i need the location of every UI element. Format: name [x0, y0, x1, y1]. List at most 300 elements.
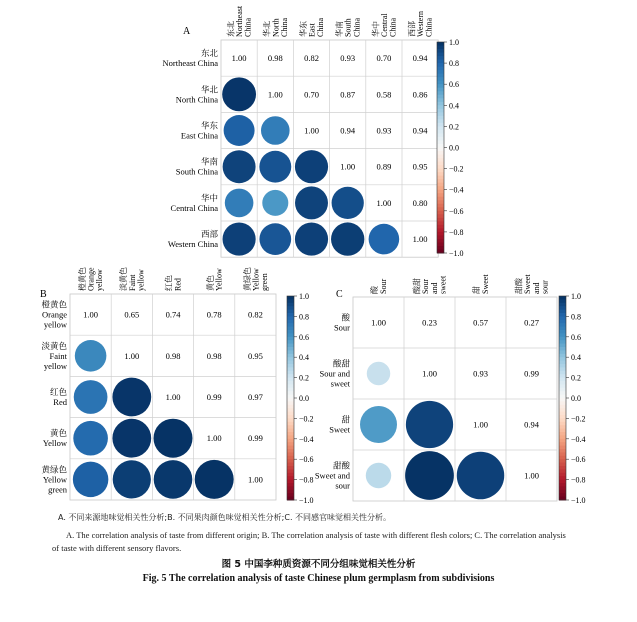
column-label: 甜	[472, 286, 482, 294]
column-label: Yellow	[214, 268, 224, 291]
colorbar-segment	[287, 357, 294, 361]
colorbar-segment	[437, 130, 444, 134]
figure-title-en: Fig. 5 The correlation analysis of taste Chinese plum germplasm from subdivisions	[142, 573, 495, 584]
colorbar-segment	[287, 452, 294, 456]
column-label: 华南	[335, 21, 345, 37]
panel-letter-a: A	[183, 26, 191, 37]
colorbar-segment	[559, 388, 566, 392]
colorbar-segment	[559, 476, 566, 480]
column-label: China	[388, 17, 398, 37]
colorbar-segment	[287, 480, 294, 484]
row-label: 红色	[49, 388, 67, 398]
colorbar-segment	[559, 333, 566, 337]
colorbar-segment	[437, 228, 444, 232]
colorbar-segment	[287, 456, 294, 460]
colorbar-tick-label: −0.2	[571, 414, 586, 424]
colorbar-segment	[437, 165, 444, 169]
colorbar-segment	[559, 439, 566, 443]
colorbar-segment	[437, 126, 444, 130]
colorbar-segment	[559, 381, 566, 385]
colorbar-segment	[559, 340, 566, 344]
colorbar-segment	[287, 405, 294, 409]
colorbar-tick-label: 0.4	[571, 353, 581, 363]
colorbar-segment	[437, 221, 444, 225]
colorbar-segment	[559, 415, 566, 419]
colorbar-segment	[437, 179, 444, 183]
colorbar-segment	[559, 374, 566, 378]
colorbar-segment	[287, 469, 294, 473]
colorbar-segment	[287, 449, 294, 453]
colorbar-segment	[287, 446, 294, 450]
colorbar-tick-label: 0.2	[449, 122, 459, 132]
corr-value-label: 1.00	[247, 474, 263, 485]
corr-value-label: 1.00	[304, 125, 319, 136]
corr-value-label: 0.98	[267, 53, 283, 64]
colorbar-segment	[437, 98, 444, 102]
colorbar-segment	[287, 398, 294, 402]
corr-value-label: 1.00	[206, 433, 222, 444]
corr-circle	[224, 115, 255, 146]
colorbar-segment	[437, 218, 444, 222]
corr-value-label: 0.99	[247, 433, 263, 444]
colorbar-segment	[559, 486, 566, 490]
colorbar-segment	[559, 347, 566, 351]
colorbar-segment	[437, 116, 444, 120]
row-label: Western China	[167, 239, 218, 250]
row-label: 华南	[200, 157, 218, 168]
row-label: sweet	[330, 378, 350, 389]
colorbar-segment	[559, 391, 566, 395]
colorbar-segment	[287, 320, 294, 324]
colorbar-segment	[287, 418, 294, 422]
colorbar-segment	[559, 384, 566, 388]
corr-value-label: 0.58	[376, 89, 392, 100]
colorbar-segment	[287, 425, 294, 429]
corr-circle	[366, 463, 391, 488]
colorbar-segment	[559, 493, 566, 497]
colorbar-segment	[287, 476, 294, 480]
colorbar-segment	[437, 105, 444, 109]
colorbar-segment	[437, 144, 444, 148]
row-label: Northeast China	[162, 58, 218, 69]
colorbar-segment	[437, 42, 444, 46]
colorbar-segment	[437, 246, 444, 250]
colorbar-segment	[559, 350, 566, 354]
colorbar-segment	[559, 452, 566, 456]
colorbar-segment	[287, 337, 294, 341]
colorbar-segment	[287, 439, 294, 443]
corr-value-label: 1.00	[412, 234, 428, 245]
colorbar-segment	[287, 388, 294, 392]
colorbar-tick-label: −1.0	[299, 496, 314, 505]
colorbar-segment	[437, 53, 444, 57]
caption-note-en-2: of taste with different sensory flavors.	[52, 543, 182, 553]
corr-value-label: 0.94	[412, 125, 428, 136]
column-label: China	[243, 17, 253, 37]
colorbar-segment	[559, 435, 566, 439]
colorbar-tick-label: −0.2	[449, 164, 464, 174]
corr-circle	[331, 222, 364, 255]
colorbar-segment	[437, 193, 444, 197]
column-label: and	[531, 282, 541, 294]
colorbar-segment	[559, 463, 566, 467]
colorbar-segment	[559, 429, 566, 433]
corr-circle	[112, 378, 151, 417]
colorbar-segment	[287, 323, 294, 327]
corr-value-label: 0.93	[340, 53, 356, 64]
colorbar-segment	[437, 186, 444, 190]
colorbar-segment	[437, 162, 444, 166]
corr-circle	[113, 460, 151, 498]
colorbar-tick-label: −1.0	[571, 496, 586, 505]
colorbar-segment	[437, 155, 444, 159]
row-label: 东北	[200, 49, 218, 60]
corr-value-label: 1.00	[165, 392, 181, 402]
colorbar-segment	[559, 446, 566, 450]
colorbar-tick-label: −0.6	[299, 455, 314, 465]
row-label: Sour and	[319, 368, 350, 379]
column-label: Sweet	[523, 274, 533, 294]
corr-value-label: 0.70	[376, 53, 392, 64]
colorbar-segment	[437, 102, 444, 106]
corr-value-label: 1.00	[83, 309, 99, 320]
column-label: 黄色	[205, 275, 215, 291]
column-label: 华北	[262, 21, 272, 37]
colorbar-segment	[559, 459, 566, 463]
colorbar-tick-label: −0.2	[299, 414, 314, 424]
row-label: Sour	[333, 322, 350, 333]
colorbar-segment	[559, 354, 566, 358]
corr-value-label: 1.00	[473, 419, 488, 430]
colorbar-segment	[437, 63, 444, 67]
colorbar-segment	[437, 235, 444, 239]
colorbar-segment	[559, 398, 566, 402]
colorbar-segment	[559, 327, 566, 331]
column-label: China	[424, 17, 434, 37]
colorbar-segment	[437, 123, 444, 127]
corr-circle	[73, 421, 108, 456]
caption-note-en-1: A. The correlation analysis of taste from different origin; B. The correlation analysis of taste with different flesh colors; C. The correlation analysis	[66, 530, 566, 540]
column-label: Yellow	[251, 268, 261, 291]
colorbar-segment	[559, 483, 566, 487]
column-label: China	[279, 17, 289, 37]
colorbar-segment	[559, 364, 566, 368]
colorbar-tick-label: −0.8	[571, 475, 586, 485]
colorbar-segment	[287, 442, 294, 446]
colorbar-segment	[559, 313, 566, 317]
colorbar-segment	[287, 330, 294, 334]
column-label: green	[260, 273, 269, 291]
column-label: yellow	[95, 269, 105, 291]
colorbar-tick-label: −1.0	[449, 249, 464, 258]
column-label: South	[343, 18, 353, 37]
colorbar-segment	[437, 214, 444, 218]
column-label: Red	[173, 278, 183, 291]
colorbar-segment	[287, 374, 294, 378]
colorbar-segment	[287, 333, 294, 337]
corr-circle	[259, 151, 291, 183]
column-label: Orange	[86, 267, 96, 291]
colorbar-segment	[287, 344, 294, 348]
corr-circle	[295, 223, 328, 256]
colorbar-segment	[287, 350, 294, 354]
column-label: 甜酸	[514, 278, 524, 294]
panel-letter-c: C	[336, 289, 343, 300]
colorbar-segment	[287, 459, 294, 463]
row-label: 酸	[341, 313, 350, 324]
row-label: East China	[180, 130, 218, 141]
colorbar-segment	[287, 340, 294, 344]
colorbar-tick-label: −0.4	[299, 434, 314, 444]
corr-circle	[112, 419, 151, 458]
colorbar-segment	[287, 381, 294, 385]
colorbar-segment	[437, 183, 444, 187]
colorbar-segment	[437, 232, 444, 236]
row-label: 华东	[200, 121, 218, 132]
colorbar-tick-label: 0.4	[449, 101, 459, 111]
row-label: North China	[175, 94, 218, 105]
colorbar-segment	[559, 337, 566, 341]
colorbar-segment	[287, 493, 294, 497]
corr-value-label: 1.00	[422, 368, 437, 379]
colorbar-segment	[437, 169, 444, 173]
colorbar-segment	[287, 435, 294, 439]
panel-letter-b: B	[40, 289, 47, 300]
corr-circle	[332, 187, 364, 219]
corr-value-label: 0.57	[473, 317, 488, 328]
colorbar-segment	[287, 384, 294, 388]
colorbar-segment	[287, 401, 294, 405]
colorbar-segment	[437, 140, 444, 144]
corr-value-label: 0.86	[412, 89, 428, 100]
colorbar-segment	[559, 357, 566, 361]
corr-value-label: 0.74	[165, 309, 181, 320]
colorbar-tick-label: 1.0	[571, 292, 581, 301]
colorbar-tick-label: −0.4	[571, 434, 586, 444]
column-label: 东北	[226, 21, 236, 37]
colorbar-segment	[559, 323, 566, 327]
colorbar-segment	[287, 347, 294, 351]
corr-value-label: 0.93	[473, 368, 488, 379]
column-label: 酸甜	[412, 278, 422, 294]
colorbar-segment	[287, 429, 294, 433]
colorbar-segment	[437, 112, 444, 116]
colorbar-segment	[559, 306, 566, 310]
colorbar-tick-label: 0.4	[299, 353, 309, 363]
corr-circle	[153, 419, 192, 458]
colorbar-segment	[437, 95, 444, 99]
colorbar-segment	[437, 46, 444, 50]
colorbar-segment	[437, 148, 444, 152]
colorbar-segment	[559, 344, 566, 348]
row-label: 甜	[341, 415, 350, 426]
colorbar-tick-label: 0.0	[449, 143, 459, 153]
colorbar-segment	[437, 70, 444, 74]
colorbar-segment	[287, 306, 294, 310]
corr-circle	[262, 190, 288, 216]
corr-value-label: 0.94	[340, 125, 356, 136]
corr-circle	[195, 460, 234, 499]
colorbar-segment	[559, 473, 566, 477]
colorbar-segment	[559, 442, 566, 446]
colorbar-segment	[437, 67, 444, 71]
colorbar-segment	[437, 225, 444, 229]
corr-value-label: 1.00	[524, 470, 539, 481]
column-label: China	[316, 17, 326, 37]
row-label: sour	[335, 480, 350, 491]
colorbar-segment	[437, 91, 444, 95]
colorbar-segment	[559, 432, 566, 436]
column-label: Faint	[127, 274, 137, 291]
colorbar-segment	[559, 316, 566, 320]
corr-value-label: 0.95	[412, 161, 428, 172]
corr-value-label: 0.97	[247, 392, 263, 402]
colorbar-segment	[559, 490, 566, 494]
column-label: Sour	[421, 278, 431, 294]
colorbar-segment	[287, 432, 294, 436]
column-label: 红色	[164, 275, 174, 291]
colorbar-tick-label: −0.6	[571, 455, 586, 465]
colorbar-tick-label: 1.0	[299, 292, 309, 301]
corr-value-label: 0.80	[412, 197, 428, 208]
row-label: Red	[53, 397, 67, 407]
colorbar-segment	[287, 327, 294, 331]
row-label: 西部	[200, 230, 218, 241]
row-label: 酸甜	[332, 359, 350, 370]
colorbar-segment	[437, 81, 444, 85]
colorbar-segment	[559, 425, 566, 429]
colorbar-tick-label: 0.0	[299, 394, 309, 403]
corr-value-label: 1.00	[376, 197, 392, 208]
corr-value-label: 0.89	[376, 161, 392, 172]
colorbar-segment	[559, 367, 566, 371]
colorbar-segment	[287, 310, 294, 314]
row-label: South China	[175, 166, 218, 177]
colorbar-segment	[559, 412, 566, 416]
row-label: 黄绿色	[41, 465, 67, 476]
corr-circle	[259, 223, 291, 255]
corr-value-label: 0.23	[422, 317, 437, 328]
corr-value-label: 0.98	[165, 350, 181, 361]
colorbar-tick-label: −0.6	[449, 206, 464, 216]
corr-value-label: 0.99	[206, 392, 222, 402]
colorbar-segment	[287, 412, 294, 416]
colorbar-segment	[287, 473, 294, 477]
column-label: sweet	[438, 275, 448, 294]
column-label: East	[307, 23, 317, 37]
colorbar-segment	[559, 466, 566, 470]
colorbar-segment	[559, 299, 566, 303]
colorbar-tick-label: 0.8	[571, 312, 581, 322]
row-label: Central China	[170, 202, 218, 213]
colorbar-segment	[287, 415, 294, 419]
colorbar-segment	[437, 197, 444, 201]
colorbar-segment	[287, 378, 294, 382]
row-label: green	[48, 484, 67, 495]
colorbar-tick-label: 0.0	[571, 394, 581, 403]
colorbar-segment	[287, 466, 294, 470]
colorbar-segment	[287, 395, 294, 399]
colorbar-segment	[559, 378, 566, 382]
corr-value-label: 0.82	[304, 53, 319, 64]
column-label: Northeast	[235, 5, 245, 37]
corr-circle	[367, 362, 390, 385]
column-label: 酸	[370, 286, 380, 294]
colorbar-tick-label: 0.8	[299, 312, 309, 322]
colorbar-segment	[287, 299, 294, 303]
colorbar-segment	[437, 133, 444, 137]
corr-circle	[406, 401, 453, 448]
panel-c	[315, 274, 586, 505]
corr-value-label: 0.82	[247, 309, 263, 320]
colorbar-segment	[437, 204, 444, 208]
corr-value-label: 0.99	[524, 368, 539, 379]
colorbar-tick-label: −0.8	[299, 475, 314, 485]
row-label: 华北	[200, 85, 218, 96]
colorbar-segment	[287, 422, 294, 426]
colorbar-segment	[559, 449, 566, 453]
colorbar-tick-label: 0.8	[449, 59, 459, 69]
colorbar-segment	[287, 483, 294, 487]
corr-circle	[223, 223, 256, 256]
corr-value-label: 0.87	[340, 89, 356, 100]
colorbar-segment	[437, 109, 444, 113]
row-label: Sweet and	[314, 470, 350, 481]
caption-note-cn: A. 不同来源地味觉相关性分析;B. 不同果肉颜色味觉相关性分析;C. 不同感官味觉相关性分析。	[58, 513, 392, 522]
row-label: Faint	[49, 350, 67, 361]
column-label: and	[429, 282, 439, 294]
column-label: 华中	[371, 21, 381, 37]
corr-circle	[74, 380, 108, 414]
corr-value-label: 0.78	[206, 309, 222, 320]
colorbar-segment	[437, 242, 444, 246]
column-label: yellow	[136, 269, 146, 291]
figure-title-cn: 图 5 中国李种质资源不同分组味觉相关性分析	[221, 559, 416, 570]
colorbar-segment	[437, 211, 444, 215]
column-label: Sour	[378, 278, 388, 294]
colorbar-tick-label: 0.6	[449, 80, 459, 90]
colorbar-segment	[437, 200, 444, 204]
colorbar-segment	[437, 151, 444, 155]
corr-value-label: 0.93	[376, 125, 392, 136]
colorbar-tick-label: −0.4	[449, 185, 464, 195]
corr-circle	[225, 189, 254, 218]
corr-value-label: 0.27	[524, 317, 539, 328]
corr-circle	[261, 116, 290, 145]
corr-value-label: 0.94	[412, 53, 428, 64]
colorbar-segment	[287, 313, 294, 317]
colorbar-segment	[437, 119, 444, 123]
colorbar-segment	[559, 310, 566, 314]
colorbar-segment	[559, 469, 566, 473]
colorbar-segment	[559, 395, 566, 399]
colorbar-segment	[559, 405, 566, 409]
colorbar-segment	[437, 74, 444, 78]
colorbar-segment	[437, 207, 444, 211]
panel-b	[40, 267, 314, 505]
colorbar-tick-label: 0.2	[299, 373, 309, 383]
colorbar-segment	[559, 422, 566, 426]
colorbar-segment	[437, 77, 444, 81]
colorbar-segment	[287, 391, 294, 395]
corr-circle	[222, 77, 256, 111]
colorbar-segment	[559, 480, 566, 484]
colorbar-segment	[437, 60, 444, 64]
corr-circle	[295, 186, 328, 219]
corr-value-label: 0.70	[304, 89, 319, 100]
colorbar-segment	[437, 172, 444, 176]
colorbar-segment	[287, 367, 294, 371]
